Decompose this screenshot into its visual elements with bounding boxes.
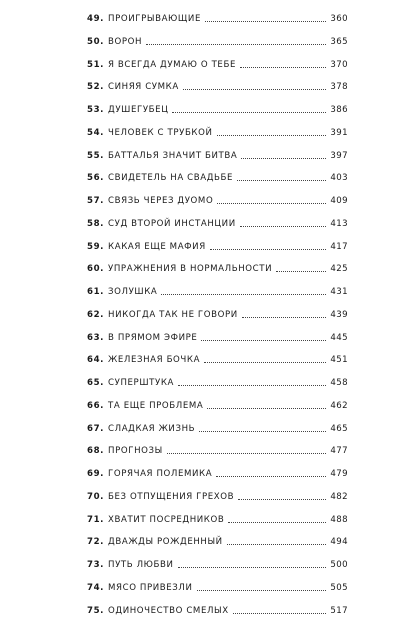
- dot-leader: [276, 271, 326, 272]
- dot-leader: [197, 590, 327, 591]
- dot-leader: [204, 362, 326, 363]
- chapter-number: 50.: [87, 36, 105, 47]
- page-number: 505: [330, 582, 348, 593]
- chapter-title: ДВАЖДЫ РОЖДЕННЫЙ: [108, 537, 223, 548]
- chapter-number: 62.: [87, 309, 105, 320]
- dot-leader: [228, 522, 326, 523]
- chapter-number: 56.: [87, 173, 105, 184]
- dot-leader: [241, 158, 326, 159]
- chapter-title: БАТТАЛЬЯ ЗНАЧИТ БИТВА: [108, 150, 238, 161]
- chapter-title: МЯСО ПРИВЕЗЛИ: [108, 582, 193, 593]
- chapter-title: СУД ВТОРОЙ ИНСТАНЦИИ: [108, 218, 236, 229]
- page-number: 391: [330, 127, 348, 138]
- dot-leader: [227, 544, 327, 545]
- toc-entry: [87, 602, 348, 616]
- page-number: 494: [330, 537, 348, 548]
- chapter-title: ЧЕЛОВЕК С ТРУБКОЙ: [108, 127, 213, 138]
- page-number: 439: [330, 309, 348, 320]
- toc-entry: [87, 374, 348, 388]
- toc-entry: [87, 169, 348, 183]
- page-number: 370: [330, 59, 348, 70]
- chapter-title: ПУТЬ ЛЮБВИ: [108, 560, 174, 570]
- dot-leader: [242, 317, 327, 318]
- page-number: 360: [330, 14, 348, 24]
- page-number: 465: [330, 423, 348, 434]
- toc-entry: [87, 215, 348, 229]
- page-number: 417: [330, 241, 348, 252]
- dot-leader: [201, 340, 326, 341]
- chapter-title: СВИДЕТЕЛЬ НА СВАДЬБЕ: [108, 173, 234, 184]
- dot-leader: [199, 431, 326, 432]
- chapter-number: 66.: [87, 400, 105, 411]
- dot-leader: [172, 112, 326, 113]
- dot-leader: [205, 21, 326, 22]
- dot-leader: [167, 453, 327, 454]
- chapter-number: 55.: [87, 150, 105, 161]
- chapter-title: ПРОГНОЗЫ: [108, 446, 163, 457]
- chapter-title: СВЯЗЬ ЧЕРЕЗ ДУОМО: [108, 196, 214, 206]
- page-number: 488: [330, 514, 348, 525]
- chapter-number: 67.: [87, 423, 105, 434]
- page-number: 458: [330, 378, 348, 388]
- chapter-number: 52.: [87, 82, 105, 93]
- dot-leader: [178, 567, 327, 568]
- chapter-number: 68.: [87, 446, 105, 457]
- page-number: 386: [330, 105, 348, 115]
- page-number: 451: [330, 355, 348, 366]
- toc-entry: [87, 511, 348, 525]
- dot-leader: [178, 385, 326, 386]
- chapter-number: 74.: [87, 582, 105, 593]
- chapter-title: ОДИНОЧЕСТВО СМЕЛЫХ: [108, 605, 229, 616]
- chapter-title: СИНЯЯ СУМКА: [108, 82, 179, 93]
- page-number: 425: [330, 264, 348, 275]
- dot-leader: [161, 294, 326, 295]
- dot-leader: [146, 44, 326, 45]
- page-number: 500: [330, 560, 348, 570]
- chapter-title: ЗОЛУШКА: [108, 287, 158, 297]
- chapter-number: 69.: [87, 469, 105, 479]
- toc-entry: [87, 329, 348, 343]
- chapter-title: ТА ЕЩЕ ПРОБЛЕМА: [108, 400, 204, 411]
- toc-entry: [87, 488, 348, 502]
- chapter-number: 49.: [87, 14, 105, 24]
- toc-entry: [87, 101, 348, 115]
- chapter-title: СЛАДКАЯ ЖИЗНЬ: [108, 423, 196, 434]
- chapter-number: 73.: [87, 560, 105, 570]
- chapter-title: ПРОИГРЫВАЮЩИЕ: [108, 14, 201, 24]
- chapter-title: НИКОГДА ТАК НЕ ГОВОРИ: [108, 309, 238, 320]
- toc-entry: [87, 306, 348, 320]
- toc-entry: [87, 556, 348, 570]
- page-number: 477: [330, 446, 348, 457]
- chapter-title: В ПРЯМОМ ЭФИРЕ: [108, 332, 198, 343]
- dot-leader: [240, 226, 327, 227]
- chapter-number: 58.: [87, 218, 105, 229]
- toc-entry: [87, 238, 348, 252]
- chapter-title: ХВАТИТ ПОСРЕДНИКОВ: [108, 514, 225, 525]
- page-number: 409: [330, 196, 348, 206]
- toc-entry: [87, 10, 348, 24]
- chapter-number: 59.: [87, 241, 105, 252]
- chapter-title: Я ВСЕГДА ДУМАЮ О ТЕБЕ: [108, 59, 236, 70]
- toc-entry: [87, 283, 348, 297]
- dot-leader: [207, 408, 326, 409]
- dot-leader: [210, 249, 327, 250]
- dot-leader: [240, 67, 326, 68]
- page-number: 445: [330, 332, 348, 343]
- chapter-title: БЕЗ ОТПУЩЕНИЯ ГРЕХОВ: [108, 491, 235, 502]
- toc-entry: [87, 465, 348, 479]
- page-number: 482: [330, 491, 348, 502]
- toc-entry: [87, 397, 348, 411]
- dot-leader: [217, 135, 327, 136]
- page-number: 517: [330, 605, 348, 616]
- dot-leader: [183, 89, 327, 90]
- chapter-title: ВОРОН: [108, 36, 143, 47]
- toc-entry: [87, 147, 348, 161]
- page-number: 378: [330, 82, 348, 93]
- toc-entry: [87, 33, 348, 47]
- page-number: 413: [330, 218, 348, 229]
- dot-leader: [233, 613, 327, 614]
- toc-entry: [87, 78, 348, 92]
- chapter-number: 53.: [87, 105, 105, 115]
- chapter-number: 54.: [87, 127, 105, 138]
- toc-entry: [87, 579, 348, 593]
- toc-entry: [87, 351, 348, 365]
- toc-entry: [87, 442, 348, 456]
- toc-entry: [87, 124, 348, 138]
- dot-leader: [237, 180, 326, 181]
- chapter-title: ДУШЕГУБЕЦ: [108, 105, 169, 115]
- page-number: 403: [330, 173, 348, 184]
- chapter-number: 72.: [87, 537, 105, 548]
- toc-entry: [87, 56, 348, 70]
- chapter-number: 63.: [87, 332, 105, 343]
- page-number: 431: [330, 287, 348, 297]
- chapter-number: 51.: [87, 59, 105, 70]
- chapter-title: ГОРЯЧАЯ ПОЛЕМИКА: [108, 469, 213, 479]
- page-number: 462: [330, 400, 348, 411]
- dot-leader: [238, 499, 326, 500]
- toc-entry: [87, 260, 348, 274]
- page-number: 479: [330, 469, 348, 479]
- toc-entry: [87, 533, 348, 547]
- chapter-number: 71.: [87, 514, 105, 525]
- page-number: 397: [330, 150, 348, 161]
- chapter-number: 64.: [87, 355, 105, 366]
- chapter-title: КАКАЯ ЕЩЕ МАФИЯ: [108, 241, 206, 252]
- chapter-number: 61.: [87, 287, 105, 297]
- chapter-number: 70.: [87, 491, 105, 502]
- chapter-number: 75.: [87, 605, 105, 616]
- dot-leader: [217, 203, 326, 204]
- chapter-title: УПРАЖНЕНИЯ В НОРМАЛЬНОСТИ: [108, 264, 273, 275]
- toc-entry: [87, 420, 348, 434]
- dot-leader: [216, 476, 326, 477]
- chapter-number: 65.: [87, 378, 105, 388]
- chapter-number: 60.: [87, 264, 105, 275]
- chapter-title: ЖЕЛЕЗНАЯ БОЧКА: [108, 355, 201, 366]
- toc-entry: [87, 192, 348, 206]
- chapter-title: СУПЕРШТУКА: [108, 378, 174, 388]
- chapter-number: 57.: [87, 196, 105, 206]
- page-number: 365: [330, 36, 348, 47]
